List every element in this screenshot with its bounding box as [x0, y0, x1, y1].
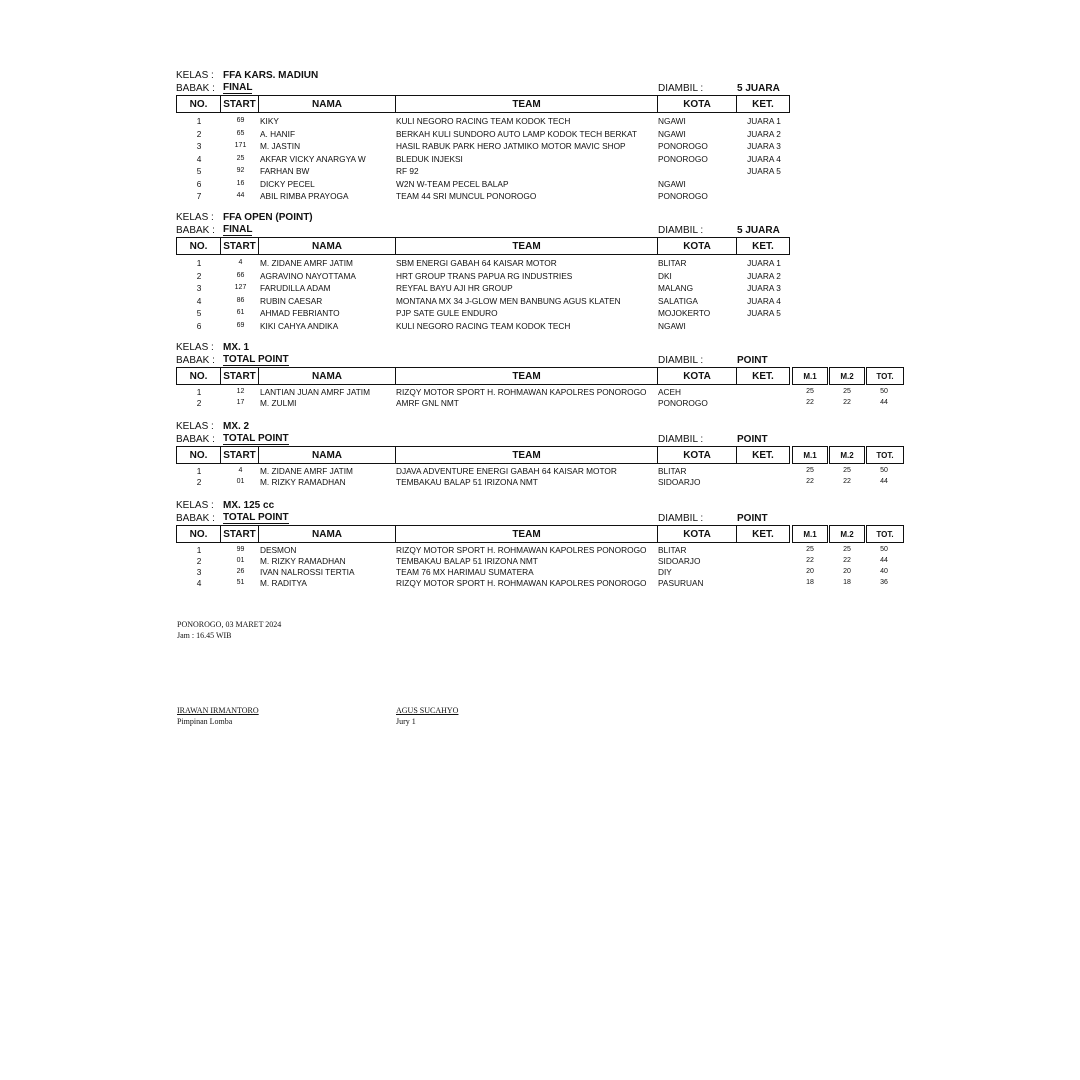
- cell-kota: PONOROGO: [658, 141, 708, 151]
- cell-team: PJP SATE GULE ENDURO: [396, 308, 498, 318]
- babak-label: BABAK :: [176, 355, 215, 366]
- babak-value: FINAL: [223, 224, 253, 235]
- kelas-value: MX. 2: [223, 421, 250, 432]
- col-tot-header: TOT.: [866, 367, 904, 385]
- kelas-value: MX. 125 cc: [223, 500, 275, 511]
- cell-team: KULI NEGORO RACING TEAM KODOK TECH: [396, 116, 571, 126]
- kelas-value: MX. 1: [223, 342, 250, 353]
- cell-nama: DICKY PECEL: [260, 178, 315, 189]
- col-m2-header: M.2: [829, 367, 865, 385]
- col-ket-header: KET.: [736, 95, 790, 113]
- cell-team: AMRF GNL NMT: [396, 398, 459, 408]
- col-start-header: START: [220, 367, 259, 385]
- cell-nama: M. ZULMI: [260, 398, 297, 408]
- cell-kota: NGAWI: [658, 128, 686, 139]
- cell-start: 86: [236, 296, 245, 304]
- cell-no: 4: [196, 578, 202, 588]
- babak-value: FINAL: [223, 82, 253, 93]
- cell-tot: 44: [880, 399, 888, 406]
- col-tot-header: TOT.: [866, 525, 904, 543]
- cell-tot: 44: [880, 478, 888, 485]
- diambil-label: DIAMBIL :: [658, 83, 704, 94]
- cell-m1: 22: [806, 557, 814, 564]
- col-no-header: NO.: [176, 525, 221, 543]
- cell-kota: SIDOARJO: [658, 477, 701, 487]
- cell-tot: 40: [880, 568, 888, 575]
- cell-team: BLEDUK INJEKSI: [396, 153, 463, 164]
- col-team-header: TEAM: [395, 525, 658, 543]
- cell-nama: DESMON: [260, 545, 297, 555]
- cell-no: 3: [196, 567, 202, 577]
- cell-nama: M. RIZKY RAMADHAN: [260, 477, 346, 487]
- cell-team: TEAM 76 MX HARIMAU SUMATERA: [396, 567, 534, 577]
- cell-no: 6: [196, 320, 202, 331]
- col-nama-header: NAMA: [258, 367, 396, 385]
- babak-value: TOTAL POINT: [223, 433, 289, 444]
- cell-nama: AKFAR VICKY ANARGYA W: [260, 153, 366, 164]
- cell-team: W2N W-TEAM PECEL BALAP: [396, 178, 509, 189]
- cell-ket: JUARA 3: [747, 283, 781, 293]
- cell-no: 4: [196, 295, 202, 306]
- cell-m1: 25: [806, 388, 814, 395]
- cell-kota: ACEH: [658, 387, 682, 397]
- cell-nama: IVAN NALROSSI TERTIA: [260, 567, 355, 577]
- col-kota-header: KOTA: [657, 95, 737, 113]
- cell-start: 171: [234, 142, 247, 149]
- col-no-header: NO.: [176, 237, 221, 255]
- cell-start: 4: [238, 259, 243, 266]
- kelas-value: FFA KARS. MADIUN: [223, 70, 319, 81]
- cell-nama: M. RIZKY RAMADHAN: [260, 556, 346, 566]
- cell-kota: PONOROGO: [658, 398, 708, 408]
- signature-role-race-director: Pimpinan Lomba: [177, 717, 233, 726]
- col-team-header: TEAM: [395, 237, 658, 255]
- cell-start: 25: [236, 154, 245, 162]
- cell-kota: BLITAR: [658, 545, 687, 555]
- cell-team: SBM ENERGI GABAH 64 KAISAR MOTOR: [396, 258, 557, 268]
- col-start-header: START: [220, 446, 259, 464]
- cell-tot: 50: [880, 467, 888, 474]
- cell-ket: JUARA 4: [747, 295, 781, 306]
- cell-m1: 25: [806, 467, 814, 474]
- cell-kota: PONOROGO: [658, 191, 708, 201]
- cell-start: 01: [236, 557, 245, 564]
- col-team-header: TEAM: [395, 95, 658, 113]
- cell-m1: 20: [806, 568, 814, 575]
- cell-kota: BLITAR: [658, 466, 687, 476]
- cell-kota: SIDOARJO: [658, 556, 701, 566]
- col-start-header: START: [220, 525, 259, 543]
- col-m2-header: M.2: [829, 446, 865, 464]
- cell-start: 51: [236, 579, 245, 586]
- signature-role-jury: Jury 1: [396, 717, 416, 726]
- col-m1-header: M.1: [792, 525, 828, 543]
- cell-start: 01: [236, 478, 245, 485]
- cell-team: RIZQY MOTOR SPORT H. ROHMAWAN KAPOLRES PONOROGO: [396, 578, 647, 588]
- cell-start: 127: [234, 284, 247, 291]
- kelas-label: KELAS :: [176, 212, 214, 223]
- col-no-header: NO.: [176, 95, 221, 113]
- cell-m2: 22: [843, 478, 851, 485]
- cell-m1: 22: [806, 478, 814, 485]
- cell-tot: 36: [880, 579, 888, 586]
- diambil-value: 5 JUARA: [737, 83, 780, 94]
- col-kota-header: KOTA: [657, 525, 737, 543]
- cell-nama: LANTIAN JUAN AMRF JATIM: [260, 387, 371, 397]
- kelas-label: KELAS :: [176, 421, 214, 432]
- cell-m2: 22: [843, 557, 851, 564]
- cell-nama: ABIL RIMBA PRAYOGA: [260, 191, 349, 201]
- col-m2-header: M.2: [829, 525, 865, 543]
- col-nama-header: NAMA: [258, 525, 396, 543]
- cell-no: 5: [196, 166, 202, 176]
- cell-no: 2: [196, 477, 202, 487]
- cell-kota: MALANG: [658, 283, 694, 293]
- cell-start: 99: [236, 546, 245, 553]
- cell-kota: PONOROGO: [658, 153, 708, 164]
- cell-no: 3: [196, 141, 202, 151]
- cell-no: 1: [196, 116, 202, 126]
- cell-start: 17: [236, 399, 245, 406]
- cell-no: 2: [196, 398, 202, 408]
- cell-start: 12: [236, 388, 245, 395]
- cell-start: 92: [236, 167, 245, 174]
- cell-team: RF 92: [396, 166, 419, 176]
- cell-kota: SALATIGA: [658, 295, 698, 306]
- cell-team: RIZQY MOTOR SPORT H. ROHMAWAN KAPOLRES PONOROGO: [396, 387, 647, 397]
- cell-start: 66: [236, 271, 245, 279]
- cell-nama: FARUDILLA ADAM: [260, 283, 331, 293]
- cell-team: MONTANA MX 34 J-GLOW MEN BANBUNG AGUS KLATEN: [396, 295, 621, 306]
- cell-team: BERKAH KULI SUNDORO AUTO LAMP KODOK TECH BERKAT: [396, 128, 637, 139]
- col-nama-header: NAMA: [258, 446, 396, 464]
- cell-nama: M. JASTIN: [260, 141, 301, 151]
- cell-start: 44: [236, 192, 245, 199]
- cell-ket: JUARA 1: [747, 116, 781, 126]
- diambil-label: DIAMBIL :: [658, 434, 704, 445]
- cell-team: DJAVA ADVENTURE ENERGI GABAH 64 KAISAR MOTOR: [396, 466, 617, 476]
- cell-no: 2: [196, 270, 202, 281]
- cell-no: 4: [196, 153, 202, 164]
- cell-team: KULI NEGORO RACING TEAM KODOK TECH: [396, 320, 571, 331]
- cell-m1: 22: [806, 399, 814, 406]
- col-start-header: START: [220, 237, 259, 255]
- diambil-value: POINT: [737, 513, 768, 524]
- col-ket-header: KET.: [736, 446, 790, 464]
- cell-nama: AGRAVINO NAYOTTAMA: [260, 270, 356, 281]
- cell-m2: 25: [843, 467, 851, 474]
- col-tot-header: TOT.: [866, 446, 904, 464]
- cell-team: TEMBAKAU BALAP 51 IRIZONA NMT: [396, 477, 538, 487]
- babak-value: TOTAL POINT: [223, 512, 289, 523]
- col-ket-header: KET.: [736, 525, 790, 543]
- place-date: PONOROGO, 03 MARET 2024: [177, 620, 282, 629]
- kelas-label: KELAS :: [176, 70, 214, 81]
- diambil-value: 5 JUARA: [737, 225, 780, 236]
- cell-tot: 44: [880, 557, 888, 564]
- diambil-label: DIAMBIL :: [658, 355, 704, 366]
- babak-label: BABAK :: [176, 225, 215, 236]
- cell-kota: NGAWI: [658, 320, 686, 331]
- cell-ket: JUARA 5: [747, 166, 781, 176]
- cell-m1: 25: [806, 546, 814, 553]
- cell-start: 65: [236, 129, 245, 137]
- col-team-header: TEAM: [395, 367, 658, 385]
- col-nama-header: NAMA: [258, 237, 396, 255]
- cell-team: REYFAL BAYU AJI HR GROUP: [396, 283, 513, 293]
- cell-start: 4: [238, 467, 243, 474]
- cell-nama: M. ZIDANE AMRF JATIM: [260, 258, 353, 268]
- cell-m2: 25: [843, 388, 851, 395]
- cell-kota: NGAWI: [658, 116, 686, 126]
- cell-start: 16: [236, 179, 245, 187]
- cell-nama: KIKI CAHYA ANDIKA: [260, 320, 339, 331]
- cell-start: 69: [236, 117, 245, 124]
- cell-no: 2: [196, 128, 202, 139]
- cell-team: HASIL RABUK PARK HERO JATMIKO MOTOR MAVIC SHOP: [396, 141, 626, 151]
- cell-nama: M. ZIDANE AMRF JATIM: [260, 466, 353, 476]
- col-no-header: NO.: [176, 367, 221, 385]
- cell-ket: JUARA 5: [747, 308, 781, 318]
- cell-no: 2: [196, 556, 202, 566]
- cell-nama: KIKY: [260, 116, 279, 126]
- signature-name-race-director: IRAWAN IRMANTORO: [177, 706, 259, 715]
- cell-nama: AHMAD FEBRIANTO: [260, 308, 340, 318]
- signature-name-jury: AGUS SUCAHYO: [396, 706, 459, 715]
- cell-kota: NGAWI: [658, 178, 686, 189]
- cell-start: 26: [236, 568, 245, 575]
- cell-nama: FARHAN BW: [260, 166, 310, 176]
- kelas-label: KELAS :: [176, 500, 214, 511]
- diambil-value: POINT: [737, 434, 768, 445]
- cell-ket: JUARA 2: [747, 270, 781, 281]
- cell-nama: RUBIN CAESAR: [260, 295, 323, 306]
- col-start-header: START: [220, 95, 259, 113]
- babak-label: BABAK :: [176, 513, 215, 524]
- cell-ket: JUARA 4: [747, 153, 781, 164]
- cell-m2: 20: [843, 568, 851, 575]
- diambil-label: DIAMBIL :: [658, 513, 704, 524]
- cell-no: 3: [196, 283, 202, 293]
- cell-kota: DIY: [658, 567, 672, 577]
- col-no-header: NO.: [176, 446, 221, 464]
- cell-no: 5: [196, 308, 202, 318]
- cell-kota: DKI: [658, 270, 672, 281]
- cell-nama: A. HANIF: [260, 128, 296, 139]
- cell-no: 7: [196, 191, 202, 201]
- cell-kota: PASURUAN: [658, 578, 704, 588]
- cell-m2: 18: [843, 579, 851, 586]
- col-m1-header: M.1: [792, 446, 828, 464]
- cell-start: 61: [236, 309, 245, 316]
- col-nama-header: NAMA: [258, 95, 396, 113]
- cell-ket: JUARA 1: [747, 258, 781, 268]
- cell-team: HRT GROUP TRANS PAPUA RG INDUSTRIES: [396, 270, 573, 281]
- cell-nama: M. RADITYA: [260, 578, 307, 588]
- col-kota-header: KOTA: [657, 367, 737, 385]
- cell-kota: MOJOKERTO: [658, 308, 711, 318]
- cell-no: 1: [196, 387, 202, 397]
- col-team-header: TEAM: [395, 446, 658, 464]
- diambil-value: POINT: [737, 355, 768, 366]
- cell-ket: JUARA 2: [747, 128, 781, 139]
- cell-start: 69: [236, 321, 245, 329]
- cell-no: 1: [196, 545, 202, 555]
- col-kota-header: KOTA: [657, 446, 737, 464]
- cell-ket: JUARA 3: [747, 141, 781, 151]
- cell-no: 6: [196, 178, 202, 189]
- kelas-value: FFA OPEN (POINT): [223, 212, 313, 223]
- cell-m1: 18: [806, 579, 814, 586]
- kelas-label: KELAS :: [176, 342, 214, 353]
- col-kota-header: KOTA: [657, 237, 737, 255]
- cell-m2: 25: [843, 546, 851, 553]
- cell-kota: BLITAR: [658, 258, 687, 268]
- col-ket-header: KET.: [736, 367, 790, 385]
- cell-tot: 50: [880, 546, 888, 553]
- babak-label: BABAK :: [176, 83, 215, 94]
- col-ket-header: KET.: [736, 237, 790, 255]
- cell-team: RIZQY MOTOR SPORT H. ROHMAWAN KAPOLRES PONOROGO: [396, 545, 647, 555]
- cell-team: TEMBAKAU BALAP 51 IRIZONA NMT: [396, 556, 538, 566]
- cell-team: TEAM 44 SRI MUNCUL PONOROGO: [396, 191, 537, 201]
- cell-no: 1: [196, 466, 202, 476]
- cell-tot: 50: [880, 388, 888, 395]
- cell-m2: 22: [843, 399, 851, 406]
- diambil-label: DIAMBIL :: [658, 225, 704, 236]
- col-m1-header: M.1: [792, 367, 828, 385]
- cell-no: 1: [196, 258, 202, 268]
- babak-value: TOTAL POINT: [223, 354, 289, 365]
- issue-time: Jam : 16.45 WIB: [177, 631, 232, 640]
- babak-label: BABAK :: [176, 434, 215, 445]
